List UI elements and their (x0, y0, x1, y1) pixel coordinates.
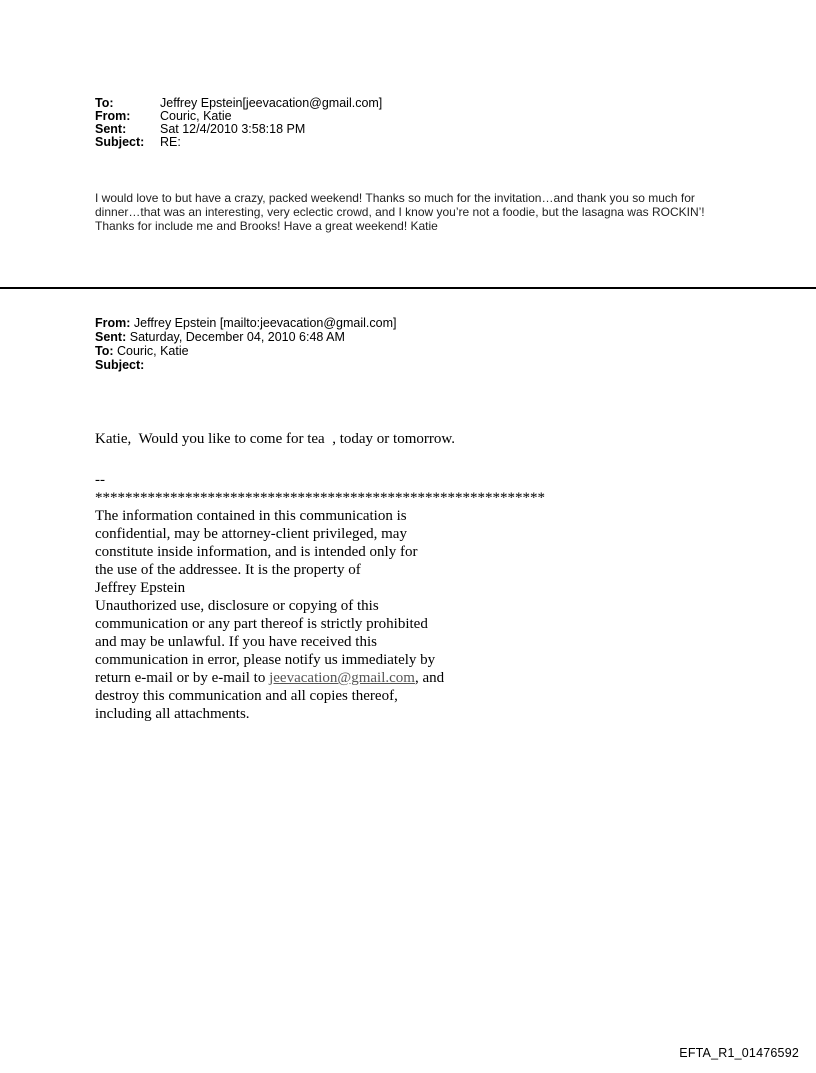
to-label: To: (95, 96, 114, 110)
to-row (95, 97, 382, 110)
quoted-sent-label: Sent: (95, 330, 127, 344)
disclaimer-line: communication in error, please notify us immediately by (95, 652, 436, 668)
disclaimer-line: confidential, may be attorney-client privileged, may (95, 526, 407, 542)
disclaimer-line: including all attachments. (95, 706, 250, 722)
divider (0, 287, 816, 289)
email-body: I would love to but have a crazy, packed weekend! Thanks so much for the invitation…and thank you so much for dinner…that was an interesting, very eclectic crowd, and I know you’re not a foodie, but the lasagna was ROCKIN’! Thanks for include me and Brooks! Have a great weekend! Katie (95, 191, 705, 233)
quoted-from-label: From: (95, 316, 131, 330)
bates-number: EFTA_R1_01476592 (679, 1046, 799, 1060)
disclaimer-line: The information contained in this communication is (95, 508, 407, 524)
email-disclaimer (95, 471, 615, 723)
disclaimer-line: constitute inside information, and is intended only for (95, 544, 418, 560)
disclaimer-text: return e-mail or by e-mail to (95, 670, 270, 686)
disclaimer-line: Unauthorized use, disclosure or copying of this (95, 598, 379, 614)
disclaimer-line: and may be unlawful. If you have received this (95, 634, 377, 650)
email-link[interactable]: jeevacation@gmail.com (269, 670, 415, 686)
quoted-to-row (95, 344, 396, 358)
disclaimer-text: , and (414, 670, 445, 686)
subject-value: RE: (160, 135, 181, 149)
signature-stars: ************************************************************ (95, 490, 545, 506)
from-value: Couric, Katie (160, 109, 232, 123)
quoted-sent-row (95, 330, 396, 344)
email-header (95, 97, 382, 149)
quoted-subject-row (95, 358, 396, 372)
disclaimer-line: the use of the addressee. It is the property of (95, 562, 361, 578)
subject-row (95, 136, 382, 149)
quoted-to-label: To: (95, 344, 114, 358)
sent-value: Sat 12/4/2010 3:58:18 PM (160, 122, 306, 136)
disclaimer-line: destroy this communication and all copies thereof, (95, 688, 398, 704)
quoted-to-value: Couric, Katie (117, 344, 189, 358)
to-value: Jeffrey Epstein[jeevacation@gmail.com] (160, 96, 383, 110)
from-label: From: (95, 109, 131, 123)
sent-label: Sent: (95, 122, 127, 136)
quoted-subject-label: Subject: (95, 358, 145, 372)
disclaimer-line: Jeffrey Epstein (95, 580, 186, 596)
disclaimer-line: communication or any part thereof is strictly prohibited (95, 616, 428, 632)
quoted-sent-value: Saturday, December 04, 2010 6:48 AM (129, 330, 345, 344)
subject-label: Subject: (95, 135, 145, 149)
disclaimer-line (95, 669, 615, 687)
quoted-from-value: Jeffrey Epstein [mailto:jeevacation@gmail.com] (133, 316, 397, 330)
quoted-from-row (95, 316, 396, 330)
quoted-email-header (95, 316, 396, 372)
quoted-email-body: Katie, Would you like to come for tea , today or tomorrow. (95, 431, 455, 447)
signature-dashes: -- (95, 472, 105, 488)
